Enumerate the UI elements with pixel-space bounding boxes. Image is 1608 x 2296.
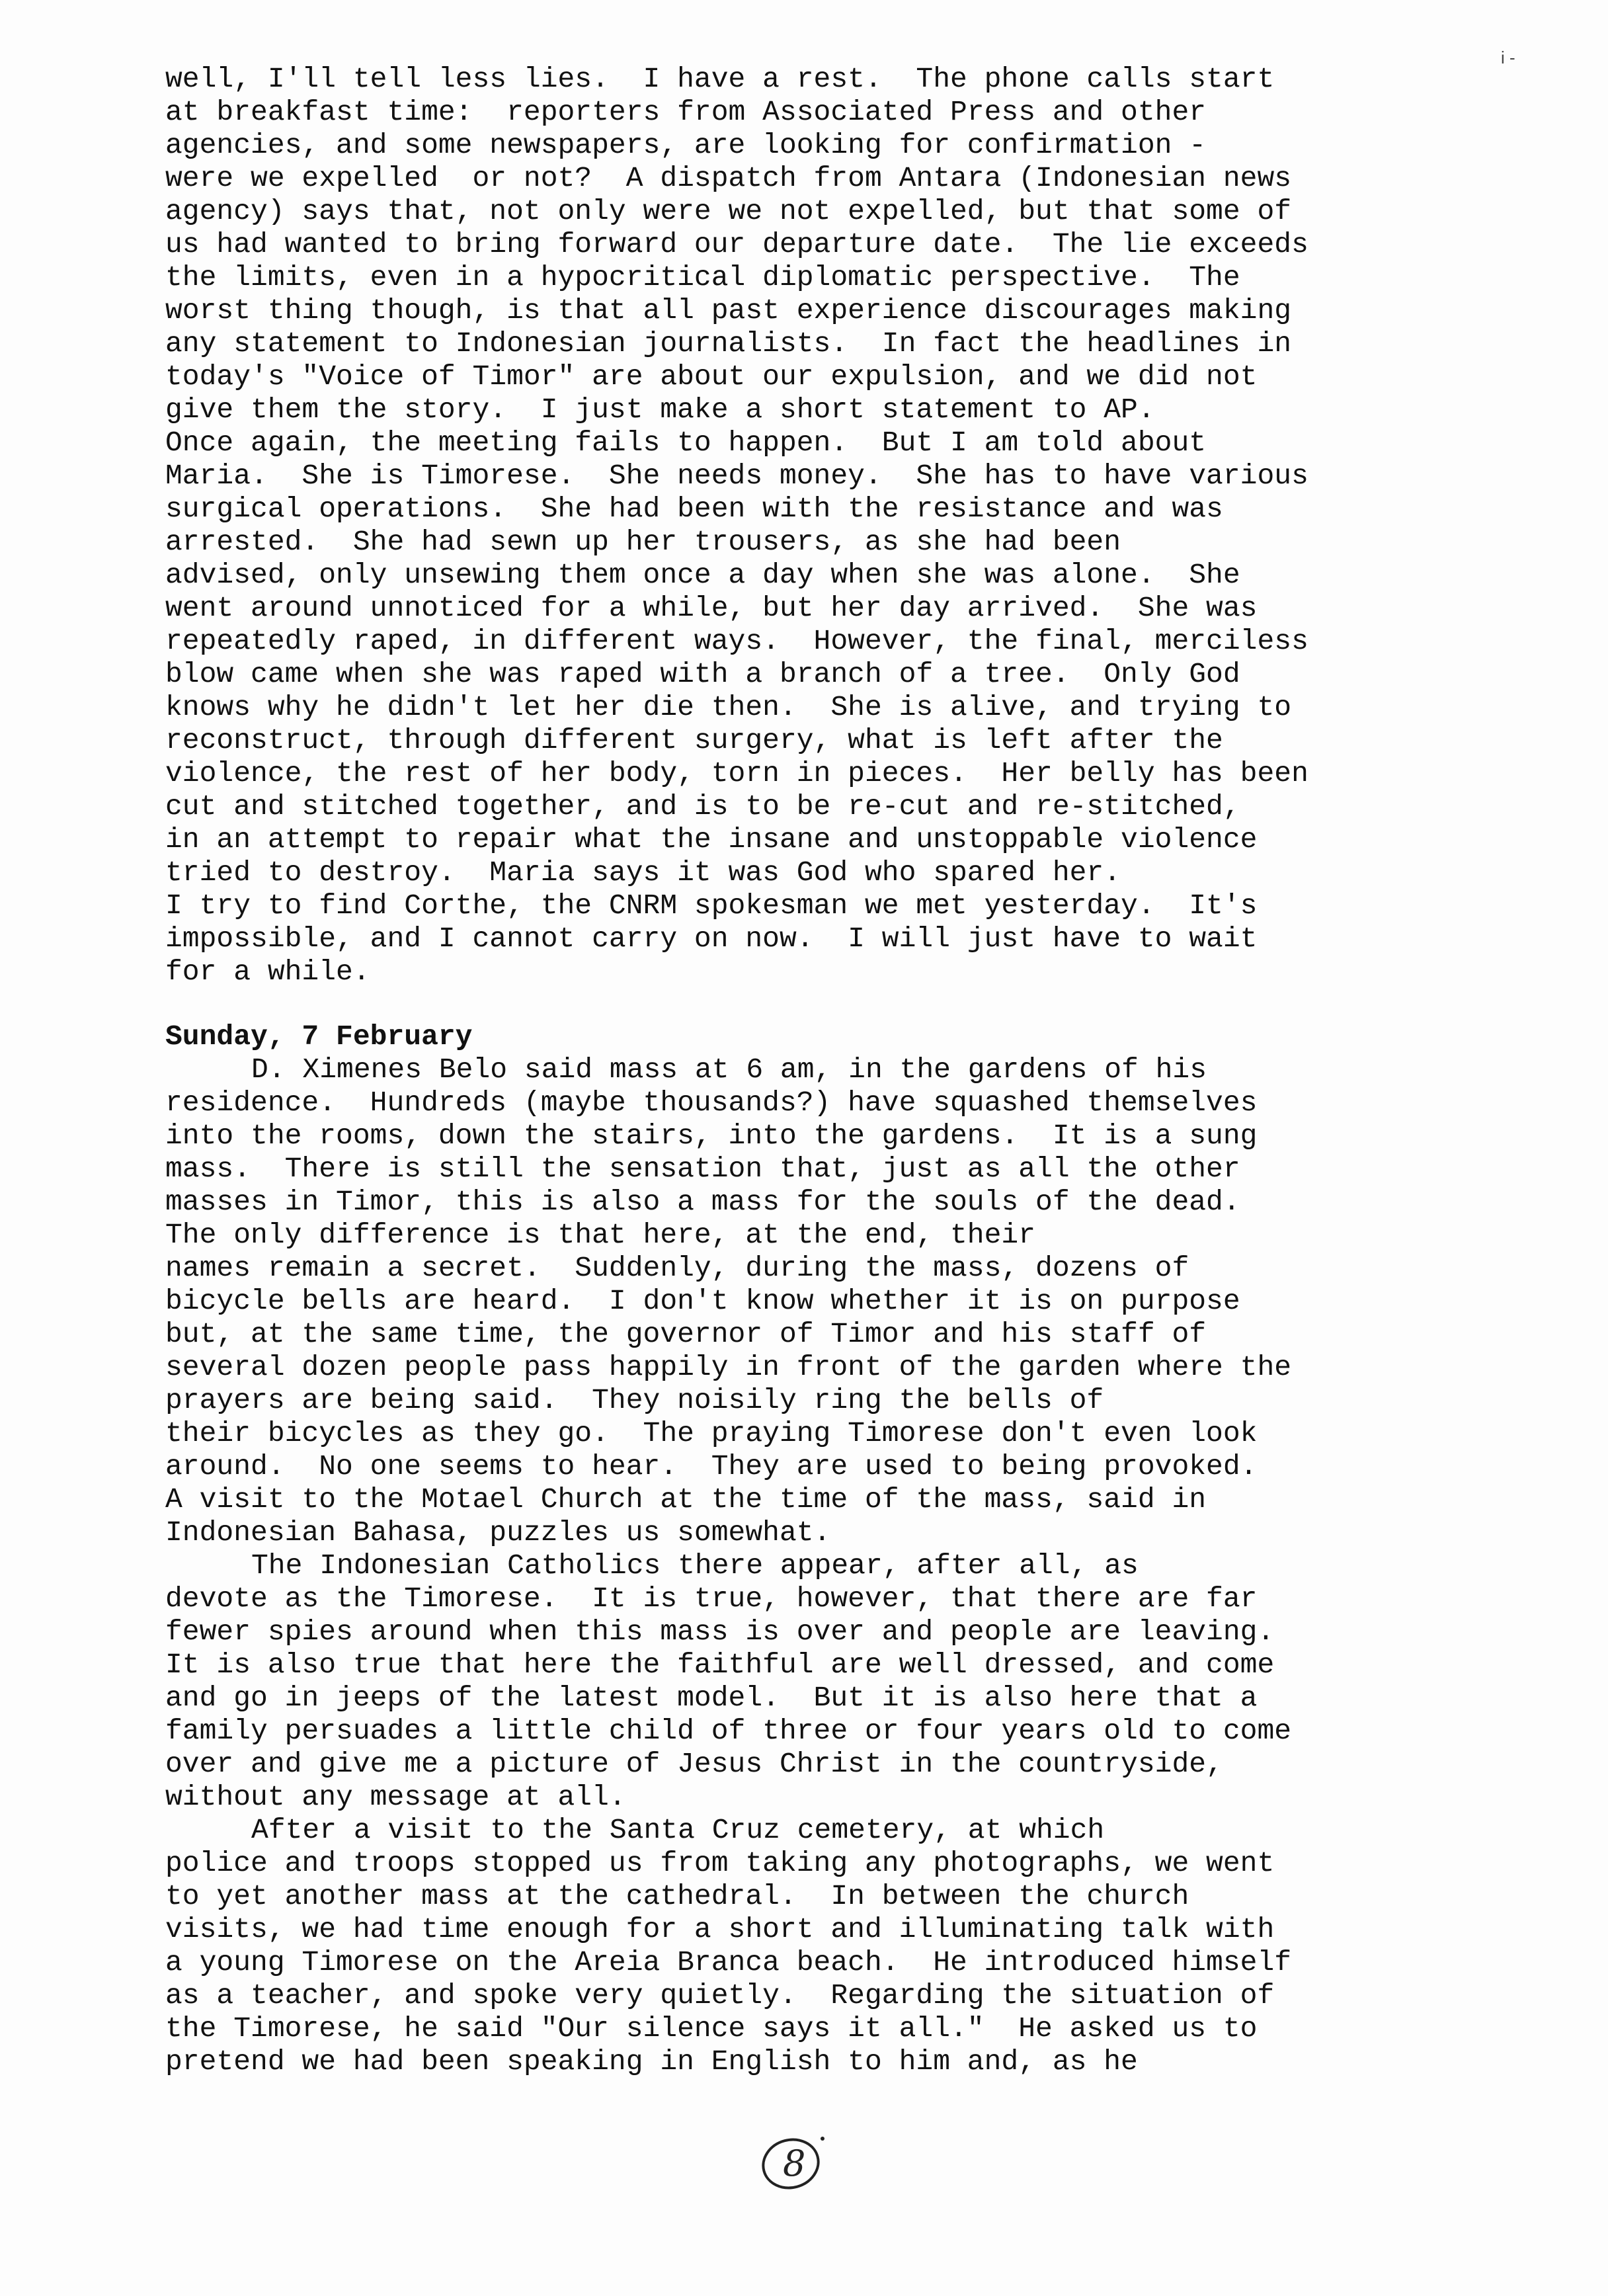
paragraph-2 <box>165 1053 1488 1549</box>
text-line: for a while. <box>165 956 370 988</box>
text-line: visits, we had time enough for a short and illuminating talk with <box>165 1913 1275 1946</box>
text-line: into the rooms, down the stairs, into the gardens. It is a sung <box>165 1120 1258 1152</box>
text-line: at breakfast time: reporters from Associated Press and other <box>165 96 1207 128</box>
text-line: D. Ximenes Belo said mass at 6 am, in the gardens of his <box>251 1053 1207 1086</box>
text-line: cut and stitched together, and is to be re-cut and re-stitched, <box>165 790 1240 823</box>
text-line: in an attempt to repair what the insane and unstoppable violence <box>165 823 1258 856</box>
text-line: agency) says that, not only were we not expelled, but that some of <box>165 195 1292 227</box>
paragraph-4 <box>165 1814 1488 2078</box>
corner-mark: i - <box>1501 48 1515 67</box>
text-line: surgical operations. She had been with the resistance and was <box>165 493 1223 525</box>
text-line: blow came when she was raped with a branch of a tree. Only God <box>165 658 1240 690</box>
text-line: agencies, and some newspapers, are looking for confirmation - <box>165 129 1207 161</box>
text-line: us had wanted to bring forward our departure date. The lie exceeds <box>165 228 1308 261</box>
text-line: I try to find Corthe, the CNRM spokesman we met yesterday. It's <box>165 889 1258 922</box>
text-line: tried to destroy. Maria says it was God who spared her. <box>165 856 1121 889</box>
text-line: went around unnoticed for a while, but her day arrived. She was <box>165 592 1258 624</box>
section-heading: Sunday, 7 February <box>165 1020 473 1053</box>
text-line: worst thing though, is that all past experience discourages making <box>165 294 1292 327</box>
text-line: their bicycles as they go. The praying Timorese don't even look <box>165 1417 1258 1450</box>
text-line: the Timorese, he said "Our silence says it all." He asked us to <box>165 2012 1258 2045</box>
text-line: without any message at all. <box>165 1781 626 1813</box>
text-line: to yet another mass at the cathedral. In between the church <box>165 1880 1189 1912</box>
text-line: Maria. She is Timorese. She needs money. She has to have various <box>165 460 1308 492</box>
paragraph-3 <box>165 1549 1488 1814</box>
text-line: names remain a secret. Suddenly, during the mass, dozens of <box>165 1252 1189 1284</box>
text-line: prayers are being said. They noisily ring the bells of <box>165 1384 1104 1416</box>
text-line: residence. Hundreds (maybe thousands?) have squashed themselves <box>165 1086 1258 1119</box>
text-line: reconstruct, through different surgery, what is left after the <box>165 724 1223 757</box>
text-line: Indonesian Bahasa, puzzles us somewhat. <box>165 1516 831 1549</box>
text-line: and go in jeeps of the latest model. But it is also here that a <box>165 1682 1258 1714</box>
text-line: arrested. She had sewn up her trousers, as she had been <box>165 526 1121 558</box>
text-line: pretend we had been speaking in English to him and, as he <box>165 2045 1138 2078</box>
text-line: The only difference is that here, at the end, their <box>165 1219 1036 1251</box>
text-line: the limits, even in a hypocritical diplomatic perspective. The <box>165 261 1240 294</box>
page-number-text: 8 <box>783 2143 806 2184</box>
text-line: several dozen people pass happily in front of the garden where the <box>165 1351 1292 1383</box>
text-line: impossible, and I cannot carry on now. I will just have to wait <box>165 922 1258 955</box>
text-line: violence, the rest of her body, torn in pieces. Her belly has been <box>165 757 1308 790</box>
text-line: any statement to Indonesian journalists. In fact the headlines in <box>165 327 1292 360</box>
text-line: After a visit to the Santa Cruz cemetery, at which <box>251 1814 1105 1846</box>
text-line: family persuades a little child of three or four years old to come <box>165 1715 1292 1747</box>
text-line: give them the story. I just make a short statement to AP. <box>165 393 1155 426</box>
text-line: devote as the Timorese. It is true, however, that there are far <box>165 1582 1258 1615</box>
text-line: around. No one seems to hear. They are used to being provoked. <box>165 1450 1258 1483</box>
text-line: but, at the same time, the governor of Timor and his staff of <box>165 1318 1207 1350</box>
text-line: over and give me a picture of Jesus Christ in the countryside, <box>165 1748 1223 1780</box>
text-line: fewer spies around when this mass is over and people are leaving. <box>165 1616 1275 1648</box>
text-line: mass. There is still the sensation that, just as all the other <box>165 1153 1240 1185</box>
text-column <box>165 63 1488 2078</box>
text-line: bicycle bells are heard. I don't know whether it is on purpose <box>165 1285 1240 1317</box>
text-line: well, I'll tell less lies. I have a rest. The phone calls start <box>165 63 1275 95</box>
text-line: as a teacher, and spoke very quietly. Regarding the situation of <box>165 1979 1275 2012</box>
text-line: a young Timorese on the Areia Branca beach. He introduced himself <box>165 1946 1292 1979</box>
paragraph-1 <box>165 63 1488 989</box>
text-line: A visit to the Motael Church at the time of the mass, said in <box>165 1483 1207 1516</box>
text-line: repeatedly raped, in different ways. However, the final, merciless <box>165 625 1308 657</box>
text-line: police and troops stopped us from taking any photographs, we went <box>165 1847 1275 1879</box>
text-line: advised, only unsewing them once a day when she was alone. She <box>165 559 1240 591</box>
handwritten-page-number <box>754 2129 833 2195</box>
text-line: The Indonesian Catholics there appear, after all, as <box>251 1549 1139 1582</box>
text-line: Once again, the meeting fails to happen. But I am told about <box>165 427 1207 459</box>
text-line: knows why he didn't let her die then. She is alive, and trying to <box>165 691 1292 723</box>
text-line: masses in Timor, this is also a mass for the souls of the dead. <box>165 1186 1240 1218</box>
text-line: today's "Voice of Timor" are about our expulsion, and we did not <box>165 360 1258 393</box>
text-line: It is also true that here the faithful are well dressed, and come <box>165 1649 1275 1681</box>
text-line: were we expelled or not? A dispatch from Antara (Indonesian news <box>165 162 1292 194</box>
